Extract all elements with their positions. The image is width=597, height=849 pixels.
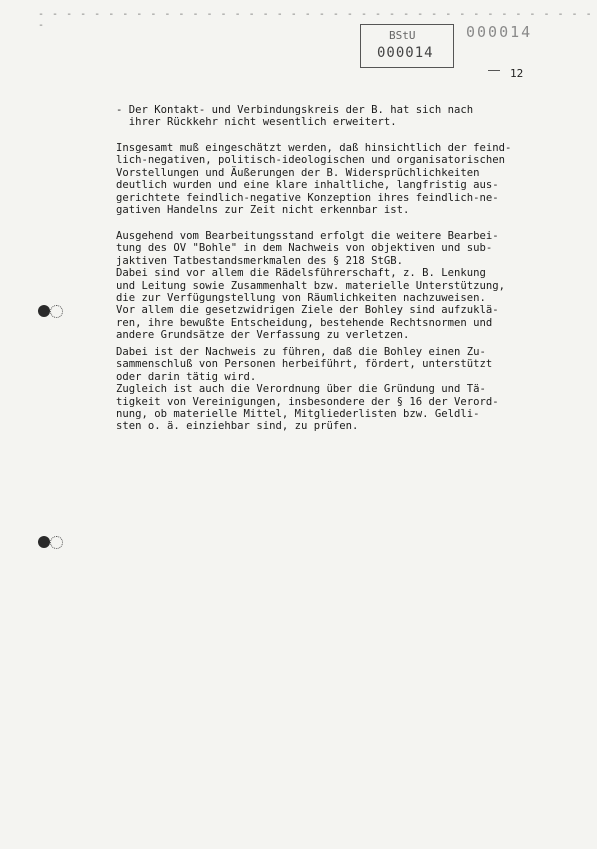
page-number-dash <box>488 70 500 71</box>
paragraph-2: Insgesamt muß eingeschätzt werden, daß hinsichtlich der feind- lich-negativen, politisch-ideologischen und organisatorischen Vorstellungen und Äußerungen der B. Widersprüchlichkeiten deutlich wurden und eine klare inhaltliche, langfristig aus- gerichtete feindlich-negative Konzeption ihres feindlich-ne- gativen Handelns zur Zeit nicht erkennbar ist. <box>116 142 512 217</box>
paragraph-3: Ausgehend vom Bearbeitungsstand erfolgt die weitere Bearbei- tung des OV "Bohle" in dem Nachweis von objektiven und sub- jaktiven Tatbestandsmerkmalen des § 218 StGB. Dabei sind vor allem die Rädelsführerschaft, z. B. Lenkung und Leitung sowie Zusammenhalt bzw. materielle Unterstützung, die zur Verfügungstellung von Räumlichkeiten nachzuweisen. Vor allem die gesetzwidrigen Ziele der Bohley sind aufzuklä- ren, ihre bewußte Entscheidung, bestehende Rechtsnormen und andere Grundsätze der Verfassung zu verletzen. <box>116 230 506 342</box>
archive-stamp <box>360 24 454 68</box>
paragraph-4: Dabei ist der Nachweis zu führen, daß die Bohley einen Zu- sammenschluß von Personen herbeiführt, fördert, unterstützt oder darin tätig wird. Zugleich ist auch die Verordnung über die Gründung und Tä- tigkeit von Vereinigungen, insbesondere der § 16 der Verord- nung, ob materielle Mittel, Mitgliederlisten bzw. Geldli- sten o. ä. einziehbar sind, zu prüfen. <box>116 346 499 433</box>
paragraph-1: - Der Kontakt- und Verbindungskreis der B. hat sich nach ihrer Rückkehr nicht wesentlich erweitert. <box>116 104 474 129</box>
page-number: 12 <box>510 67 524 80</box>
punch-hole-top <box>38 305 50 317</box>
top-margin-mark: - - - - - - - - - - - - - - - - - - - - - - - - - - - - - - - - - - - - - - - - - <box>38 9 593 31</box>
stamp-number: 000014 <box>377 45 434 61</box>
punch-hole-top-ring <box>50 305 63 318</box>
punch-hole-bottom <box>38 536 50 548</box>
document-number: 000014 <box>466 23 533 41</box>
punch-hole-bottom-ring <box>50 536 63 549</box>
stamp-abbreviation: BStU <box>389 29 416 42</box>
